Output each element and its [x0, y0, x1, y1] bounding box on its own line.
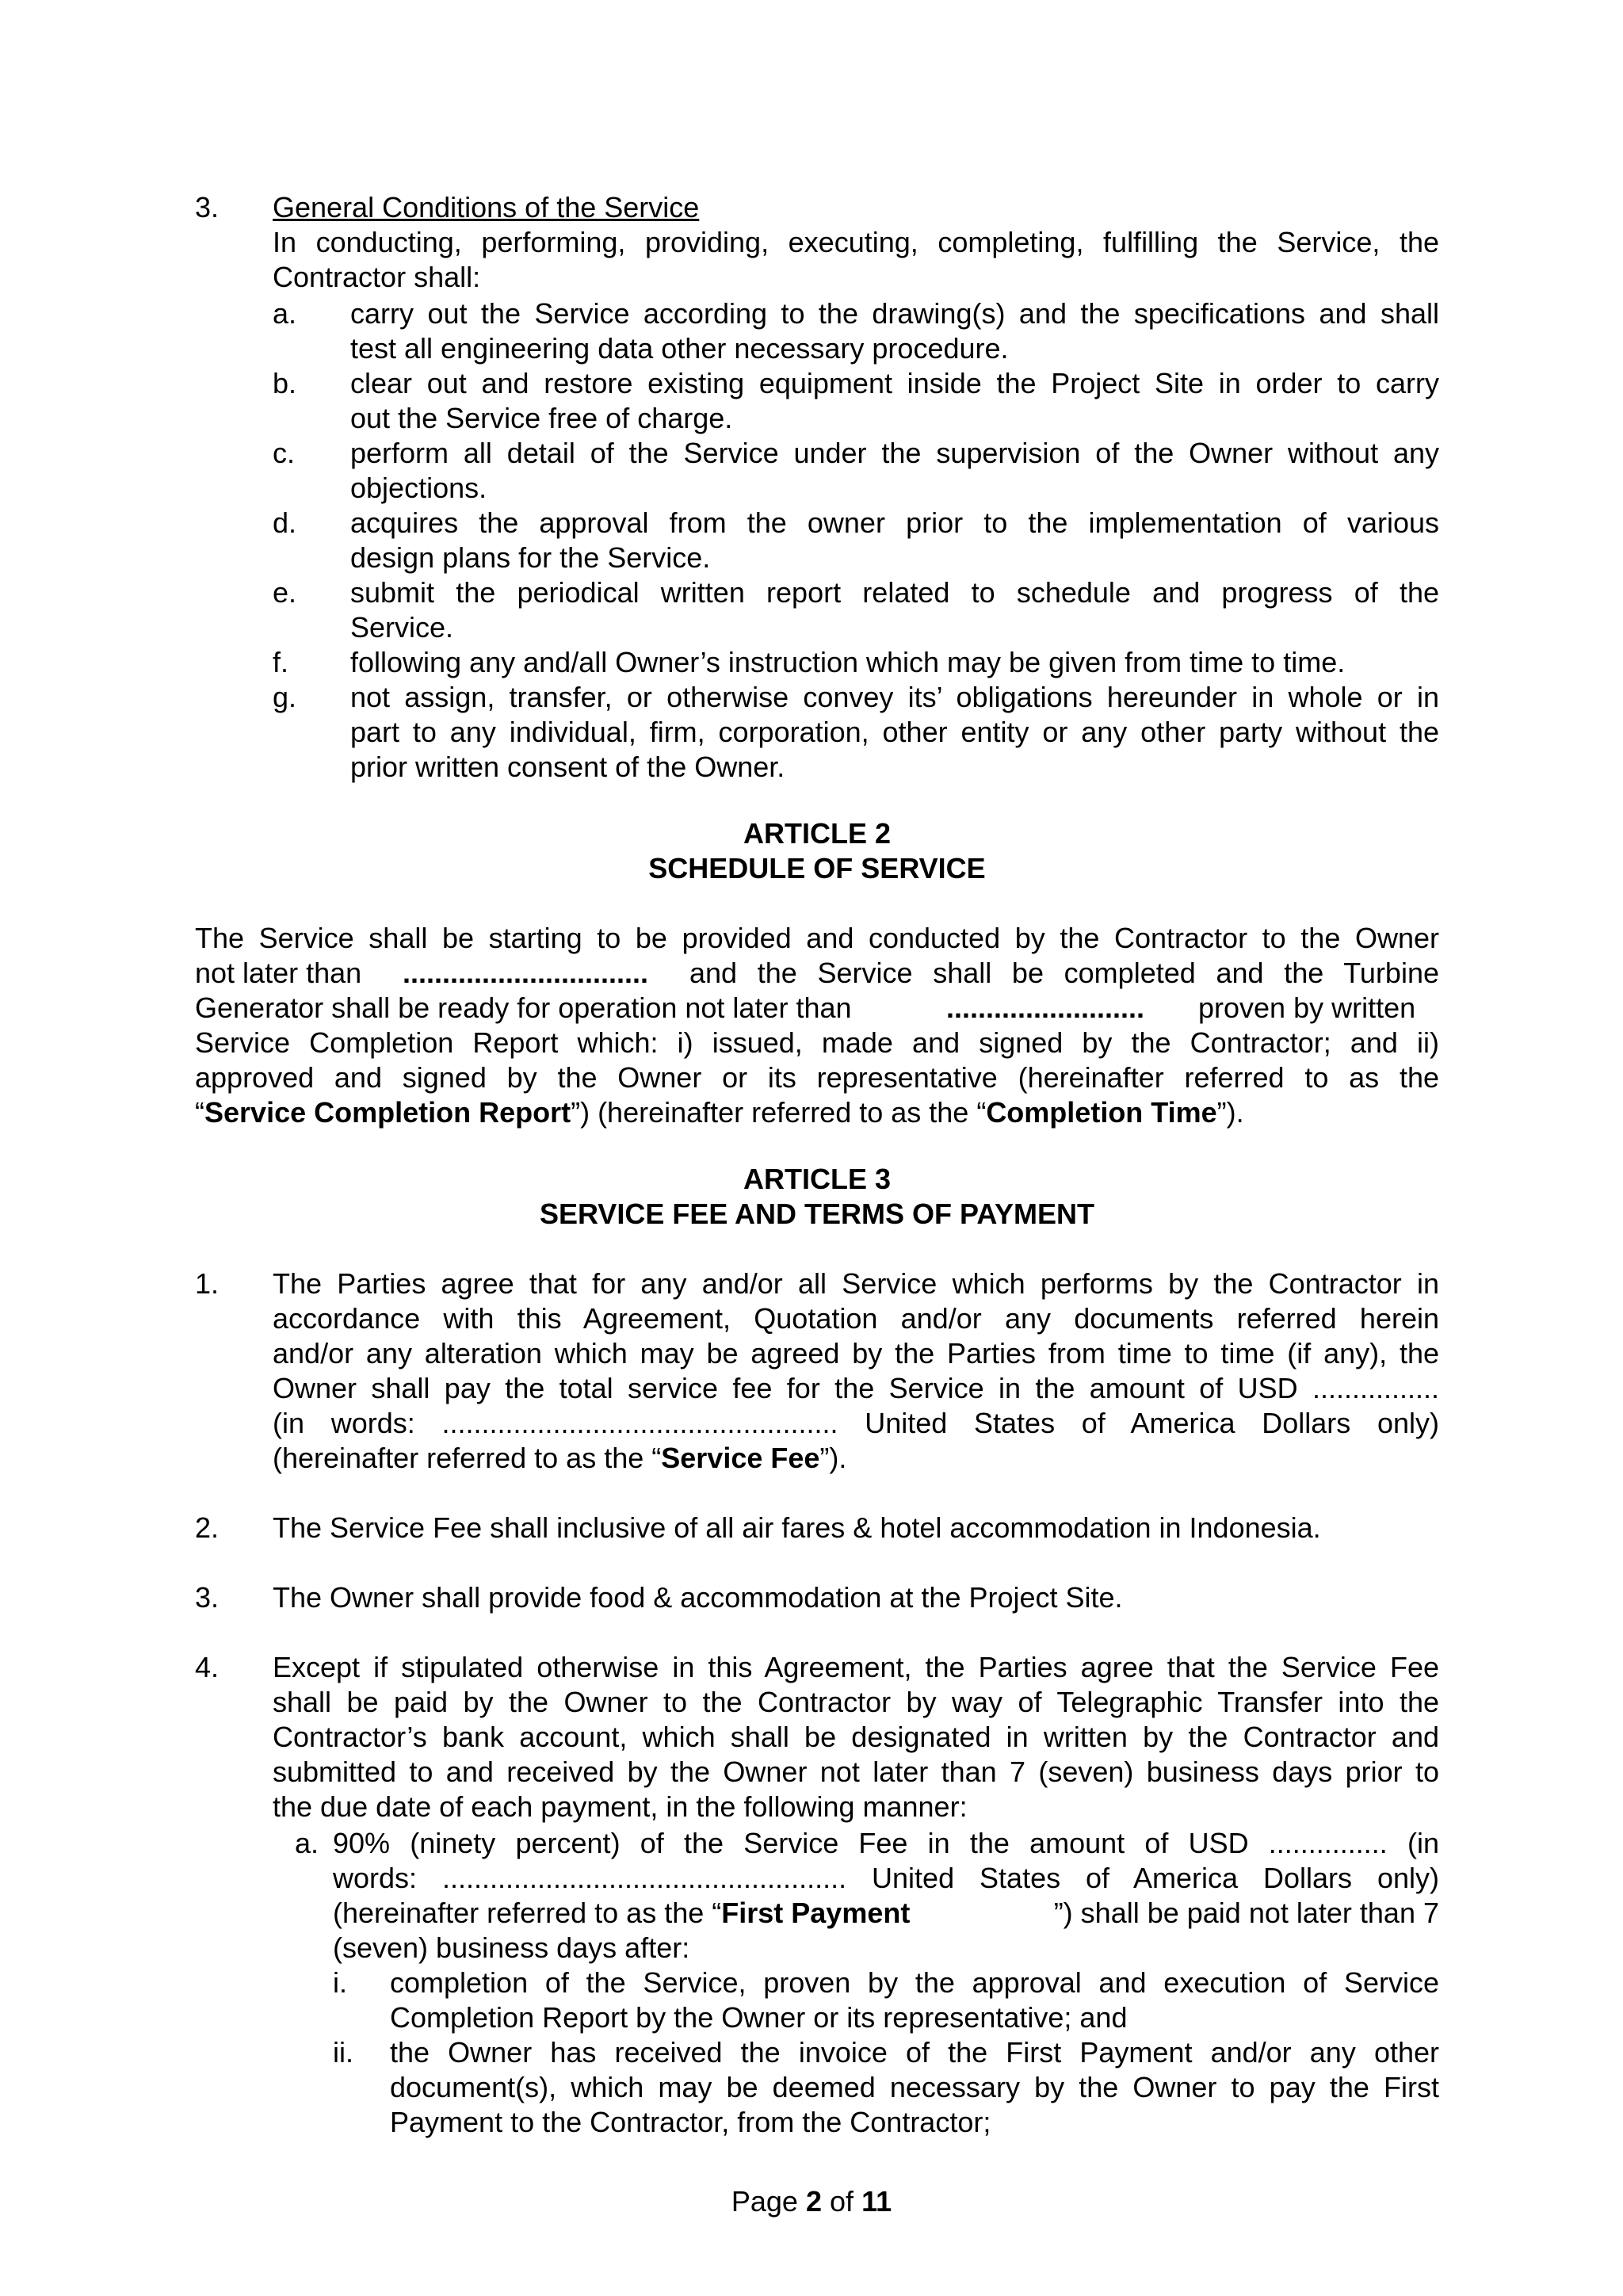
list-item-text: design plans for the Service. — [350, 541, 711, 574]
list-item-text: submit the periodical written report related to schedule and progress of the — [350, 576, 1439, 609]
clause-line: Owner shall pay the total service fee for the Service in the amount of USD ................ — [273, 1372, 1439, 1404]
article-title: ARTICLE 2 — [743, 817, 891, 850]
clause-line: Contractor’s bank account, which shall be designated in written by the Contractor and — [273, 1721, 1439, 1753]
section-heading: General Conditions of the Service — [273, 191, 700, 223]
article-title: ARTICLE 3 — [743, 1163, 891, 1195]
list-item-label: b. — [273, 367, 297, 399]
page-total: 11 — [861, 2185, 892, 2218]
page-prefix: Page — [731, 2185, 798, 2218]
clause-text: (hereinafter referred to as the “ — [273, 1442, 662, 1474]
list-item-label: g. — [273, 681, 297, 713]
paragraph-line: Service Completion Report which: i) issued, made and signed by the Contractor; and ii) — [195, 1026, 1439, 1059]
sub-clause-line: (seven) business days after: — [333, 1931, 690, 1964]
list-item-text: part to any individual, firm, corporation, other entity or any other party without the — [350, 716, 1439, 748]
list-item-label: d. — [273, 506, 297, 539]
clause-text: ”). — [819, 1442, 847, 1474]
sub-sub-clause-line: completion of the Service, proven by the approval and execution of Service — [390, 1966, 1439, 1999]
list-item-text: perform all detail of the Service under the supervision of the Owner without any — [350, 437, 1439, 469]
sub-sub-clause-line: document(s), which may be deemed necessary by the Owner to pay the First — [390, 2071, 1439, 2103]
sub-clause-line: 90% (ninety percent) of the Service Fee in the amount of USD ............... (in — [333, 1827, 1439, 1859]
blank-date-field: ............................... — [403, 957, 649, 989]
paragraph-text: ”) (hereinafter referred to as the “ — [571, 1096, 987, 1129]
clause-line: the due date of each payment, in the following manner: — [273, 1790, 968, 1823]
clause-number: 3. — [195, 1581, 220, 1614]
section-intro-line: In conducting, performing, providing, executing, completing, fulfilling the Service, the — [273, 226, 1439, 258]
clause-line: The Service Fee shall inclusive of all air fares & hotel accommodation in Indonesia. — [273, 1511, 1321, 1544]
sub-clause-label: a. — [295, 1827, 319, 1859]
list-item-label: f. — [273, 646, 289, 678]
paragraph-line — [195, 1095, 1244, 1130]
paragraph-text: ”). — [1216, 1096, 1244, 1129]
defined-term: First Payment — [721, 1897, 911, 1929]
list-item-label: e. — [273, 576, 297, 609]
clause-line: Except if stipulated otherwise in this Agreement, the Parties agree that the Service Fee — [273, 1651, 1439, 1683]
clause-line — [273, 1441, 846, 1476]
sub-sub-clause-line: the Owner has received the invoice of the First Payment and/or any other — [390, 2036, 1439, 2069]
clause-line: submitted to and received by the Owner not later than 7 (seven) business days prior to — [273, 1755, 1439, 1788]
article-subtitle: SERVICE FEE AND TERMS OF PAYMENT — [539, 1198, 1095, 1230]
list-item-label: c. — [273, 437, 296, 469]
article-subtitle: SCHEDULE OF SERVICE — [648, 852, 986, 884]
clause-number: 4. — [195, 1651, 220, 1683]
list-item-text: not assign, transfer, or otherwise convey its’ obligations hereunder in whole or in — [350, 681, 1439, 713]
list-item-text: carry out the Service according to the drawing(s) and the specifications and shall — [350, 297, 1439, 330]
paragraph-line: approved and signed by the Owner or its representative (hereinafter referred to as the — [195, 1061, 1439, 1094]
clause-number: 1. — [195, 1267, 220, 1300]
clause-line: shall be paid by the Owner to the Contractor by way of Telegraphic Transfer into the — [273, 1686, 1439, 1718]
paragraph-text: Generator shall be ready for operation not later than — [195, 991, 852, 1024]
page-of: of — [830, 2185, 854, 2218]
page-footer — [0, 2184, 1623, 2219]
paragraph-text: and the Service shall be completed and the Turbine — [689, 957, 1439, 989]
sub-sub-clause-label: ii. — [333, 2036, 353, 2069]
defined-term: Completion Time — [986, 1096, 1217, 1129]
list-item-text: prior written consent of the Owner. — [350, 751, 785, 783]
clause-number: 2. — [195, 1511, 220, 1544]
sub-clause-text — [333, 1896, 910, 1931]
list-item-label: a. — [273, 297, 297, 330]
defined-term: Service Fee — [661, 1442, 820, 1474]
list-item-text: out the Service free of charge. — [350, 402, 733, 434]
sub-sub-clause-label: i. — [333, 1966, 347, 1999]
defined-term: Service Completion Report — [204, 1096, 571, 1129]
quote-mark: “ — [195, 1096, 204, 1129]
list-item-text: objections. — [350, 472, 487, 504]
blank-date-field: ......................... — [946, 991, 1145, 1024]
paragraph-text: proven by written — [1198, 991, 1416, 1024]
list-item-text: Service. — [350, 611, 454, 644]
section-intro-line: Contractor shall: — [273, 261, 481, 293]
sub-clause-text: ”) shall be paid not later than 7 — [1053, 1897, 1439, 1929]
paragraph-line: The Service shall be starting to be provided and conducted by the Contractor to the Owner — [195, 922, 1439, 954]
sub-clause-line: words: ................................................... United States of America Dollars only) — [333, 1862, 1439, 1894]
list-item-text: clear out and restore existing equipment inside the Project Site in order to carry — [350, 367, 1439, 399]
clause-line: The Owner shall provide food & accommodation at the Project Site. — [273, 1581, 1123, 1614]
sub-sub-clause-line: Completion Report by the Owner or its representative; and — [390, 2001, 1128, 2034]
sub-sub-clause-line: Payment to the Contractor, from the Contractor; — [390, 2106, 991, 2138]
list-item-text: following any and/all Owner’s instruction which may be given from time to time. — [350, 646, 1346, 678]
page-current: 2 — [805, 2185, 822, 2218]
sub-clause-line — [333, 1896, 1439, 1931]
sub-clause-text: (hereinafter referred to as the “ — [333, 1897, 722, 1929]
clause-line: The Parties agree that for any and/or all Service which performs by the Contractor in — [273, 1267, 1439, 1300]
list-item-text: acquires the approval from the owner prior to the implementation of various — [350, 506, 1439, 539]
list-item-text: test all engineering data other necessary procedure. — [350, 332, 1009, 365]
clause-line: (in words: .................................................. United States of America Dollars only) — [273, 1407, 1439, 1439]
clause-line: accordance with this Agreement, Quotation and/or any documents referred herein — [273, 1302, 1439, 1335]
clause-line: and/or any alteration which may be agreed by the Parties from time to time (if any), the — [273, 1337, 1439, 1370]
paragraph-text: not later than — [195, 957, 362, 989]
section-number: 3. — [195, 191, 220, 223]
